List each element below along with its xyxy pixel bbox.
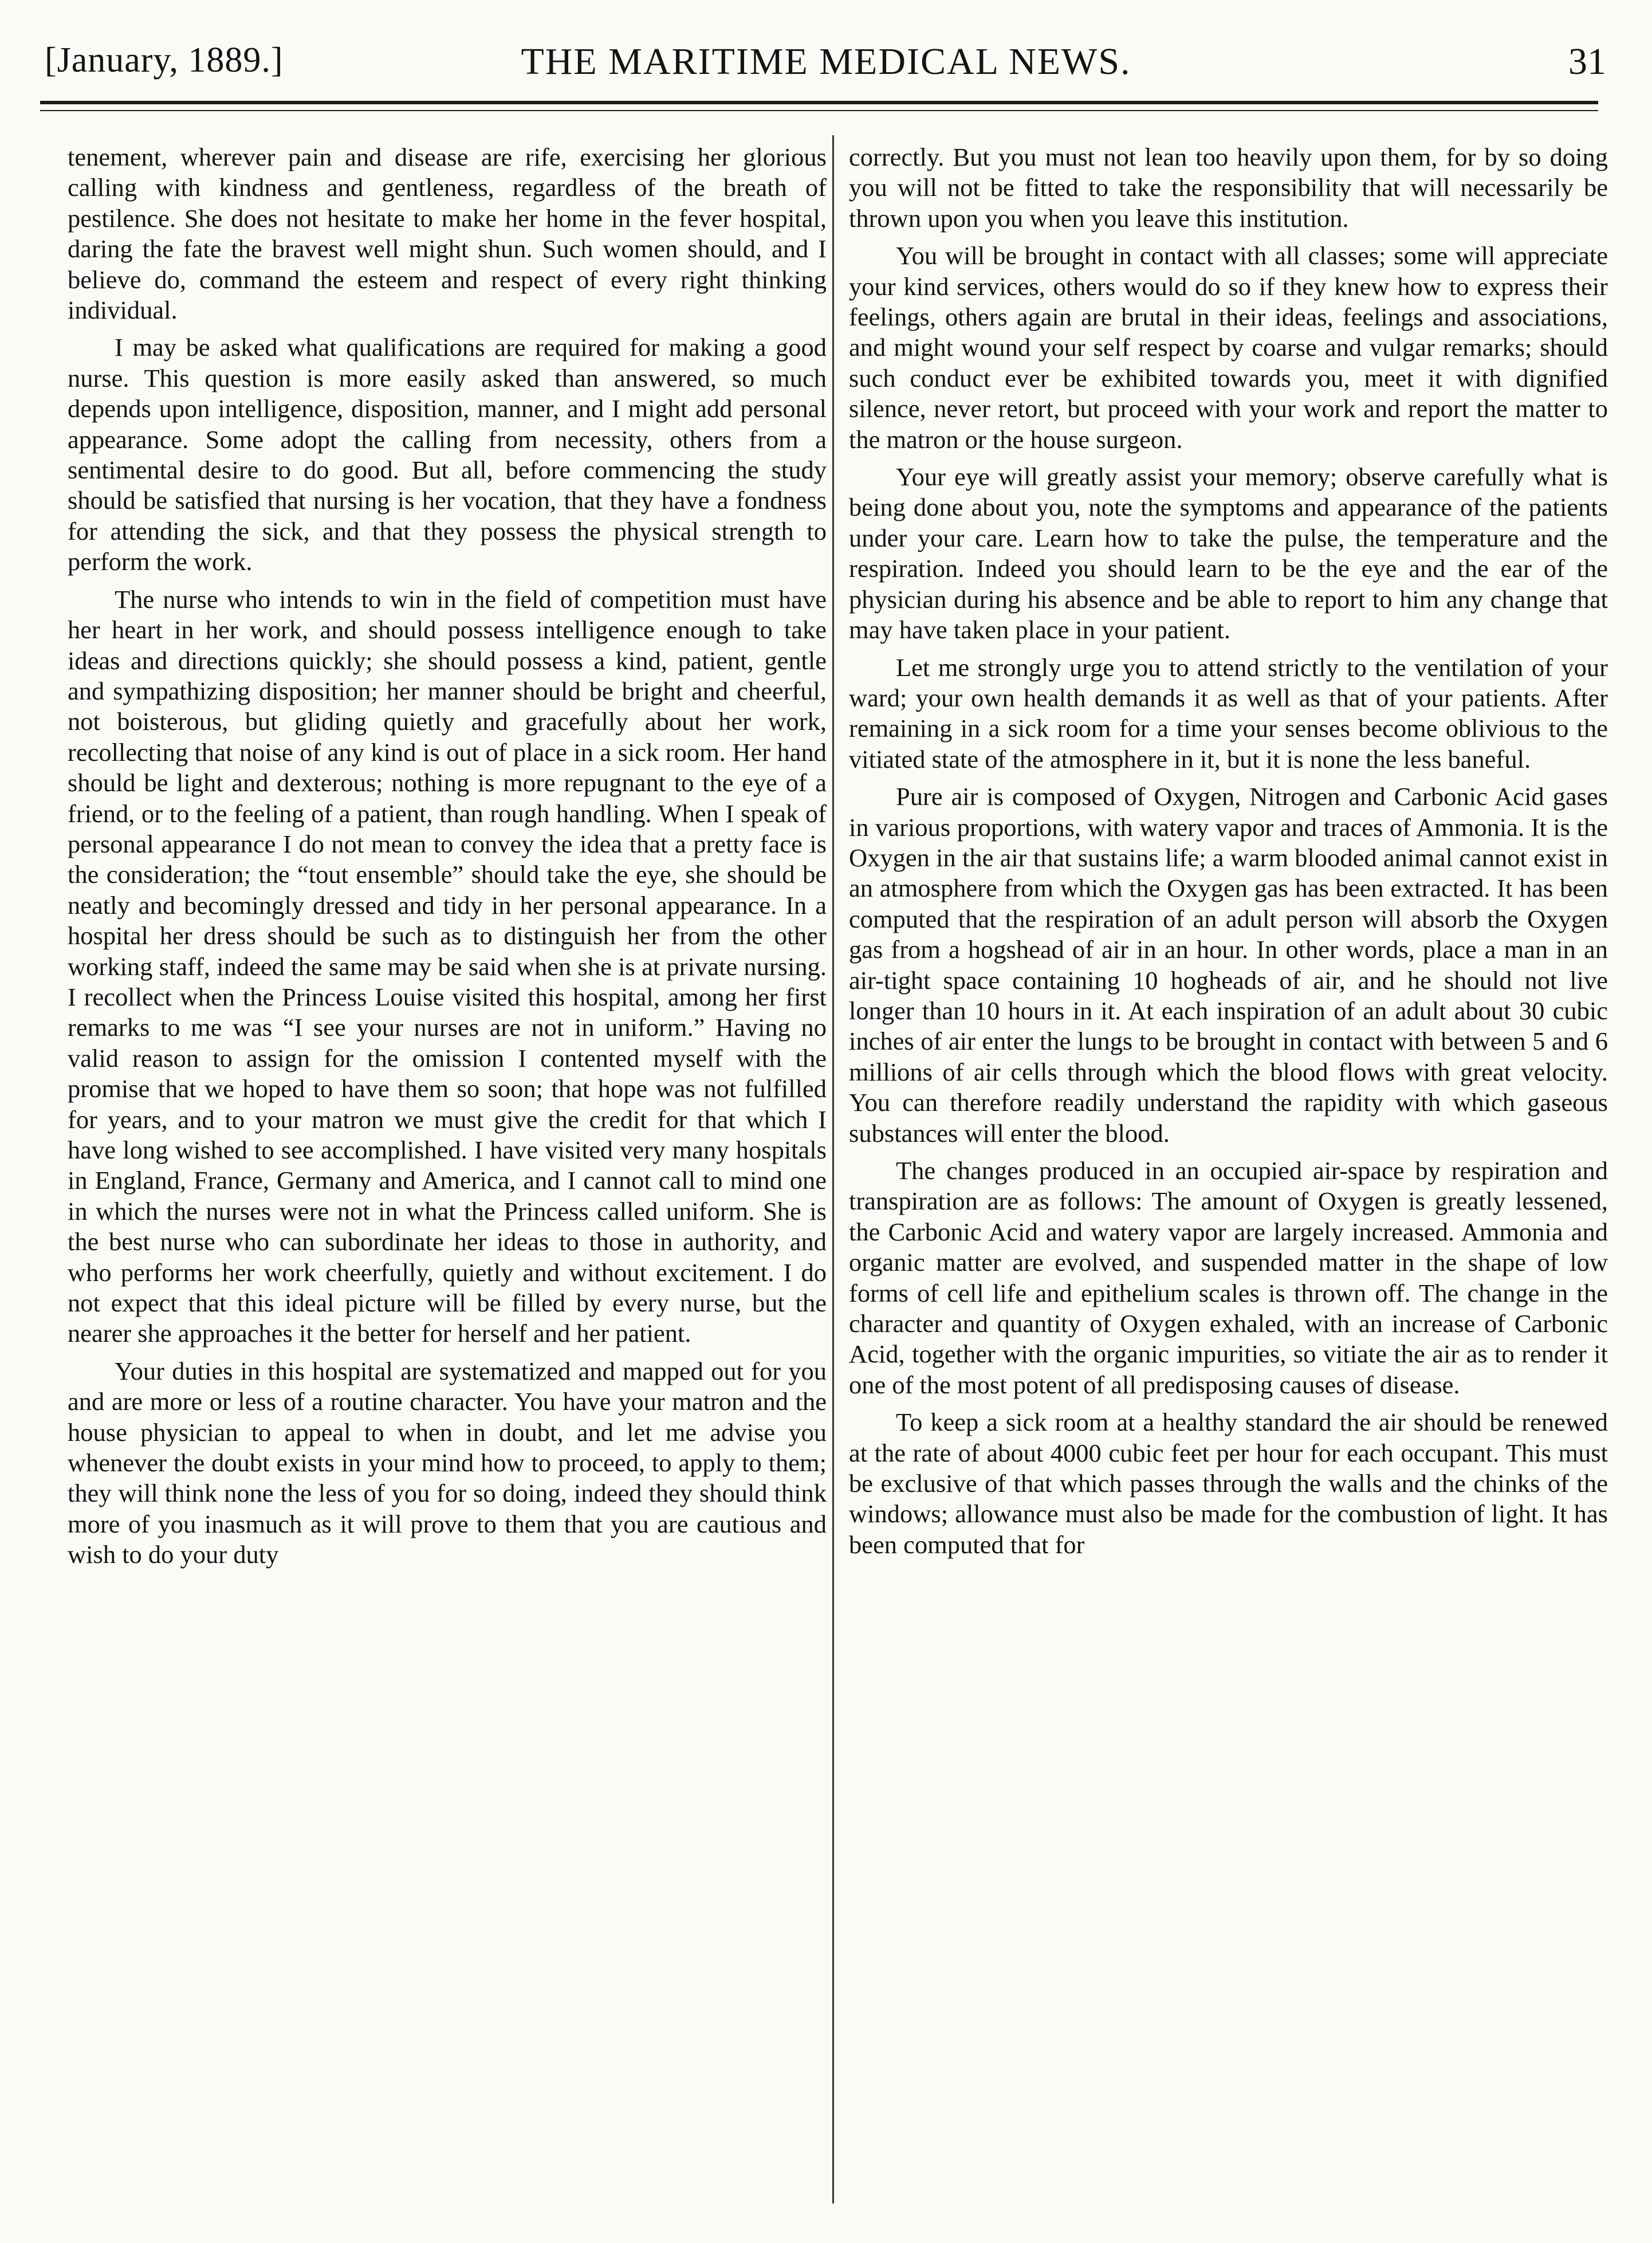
paragraph: Your duties in this hospital are systematized and mapped out for you and are more or less of a routine character. You have your matron and the house physician to appeal to when in doubt, and let me advise you whenever the doubt exists in your mind how to proceed, to apply to them; they will think none the less of you for so doing, indeed they should think more of you inasmuch as it will prove to them that you are cautious and wish to do your duty: [68, 1356, 827, 1569]
issue-date: [January, 1889.]: [45, 41, 284, 80]
running-header: [0, 0, 1652, 117]
right-column: [849, 142, 1608, 1567]
paragraph: correctly. But you must not lean too heavily upon them, for by so doing you will not be fitted to take the responsibility that will necessarily be thrown upon you when you leave this institution.: [849, 143, 1608, 233]
journal-title: THE MARITIME MEDICAL NEWS.: [521, 41, 1131, 83]
column-divider: [832, 135, 834, 2203]
header-rule-thin: [40, 110, 1598, 111]
paragraph: Let me strongly urge you to attend strictly to the ventilation of your ward; your own health demands it as well as that of your patients. After remaining in a sick room for a time your senses become oblivious to the vitiated state of the atmosphere in it, but it is none the less baneful.: [849, 653, 1608, 773]
paragraph: Pure air is composed of Oxygen, Nitrogen and Carbonic Acid gases in various proportions, with watery vapor and traces of Ammonia. It is the Oxygen in the air that sustains life; a warm blooded animal cannot exist in an atmosphere from which the Oxygen gas has been extracted. It has been computed that the respiration of an adult person will absorb the Oxygen gas from a hogshead of air in an hour. In other words, place a man in an air-tight space containing 10 hogheads of air, and he should not live longer than 10 hours in it. At each inspiration of an adult about 30 cubic inches of air enter the lungs to be brought in contact with between 5 and 6 millions of air cells through which the blood flows with great velocity. You can therefore readily understand the rapidity with which gaseous substances will enter the blood.: [849, 782, 1608, 1148]
paragraph: You will be brought in contact with all classes; some will appreciate your kind services, others would do so if they knew how to express their feelings, others again are brutal in their ideas, feelings and associations, and might wound your self respect by coarse and vulgar remarks; should such conduct ever be exhibited towards you, meet it with dignified silence, never retort, but proceed with your work and report the matter to the matron or the house surgeon.: [849, 241, 1608, 454]
paragraph: The nurse who intends to win in the field of competition must have her heart in her work, and should possess intelligence enough to take ideas and directions quickly; she should possess a kind, patient, gentle and sympathizing disposition; her manner should be bright and cheerful, not boisterous, but gliding quietly and gracefully about her work, recollecting that noise of any kind is out of place in a sick room. Her hand should be light and dexterous; nothing is more repugnant to the eye of a friend, or to the feeling of a patient, than rough handling. When I speak of personal appearance I do not mean to convey the idea that a pretty face is the consideration; the “tout ensemble” should take the eye, she should be neatly and becomingly dressed and tidy in her personal appearance. In a hospital her dress should be such as to distinguish her from the other working staff, indeed the same may be said when she is at private nursing. I recollect when the Princess Louise visited this hospital, among her first remarks to me was “I see your nurses are not in uniform.” Having no valid reason to assign for the omission I contented myself with the promise that we hoped to have them so soon; that hope was not fulfilled for years, and to your matron we must give the credit for that which I have long wished to see accomplished. I have visited very many hospitals in England, France, Germany and America, and I cannot call to mind one in which the nurses were not in what the Princess called uniform. She is the best nurse who can subordinate her ideas to those in authority, and who performs her work cheerfully, quietly and without excitement. I do not expect that this ideal picture will be filled by every nurse, but the nearer she approaches it the better for herself and her patient.: [68, 584, 827, 1348]
page-number: 31: [1568, 41, 1606, 83]
paragraph: The changes produced in an occupied air-space by respiration and transpiration are as follows: The amount of Oxygen is greatly lessened, the Carbonic Acid and watery vapor are largely increased. Ammonia and organic matter are evolved, and suspended matter in the shape of low forms of cell life and epithelium scales is thrown off. The change in the character and quantity of Oxygen exhaled, with an increase of Carbonic Acid, together with the organic impurities, so vitiate the air as to render it one of the most potent of all predisposing causes of disease.: [849, 1156, 1608, 1399]
paragraph: tenement, wherever pain and disease are rife, exercising her glorious calling with kindness and gentleness, regardless of the breath of pestilence. She does not hesitate to make her home in the fever hospital, daring the fate the bravest well might shun. Such women should, and I believe do, command the esteem and respect of every right thinking individual.: [68, 143, 827, 325]
left-column: [68, 142, 827, 1577]
paragraph: Your eye will greatly assist your memory; observe carefully what is being done about you, note the symptoms and appearance of the patients under your care. Learn how to take the pulse, the temperature and the respiration. Indeed you should learn to be the eye and the ear of the physician during his absence and be able to report to him any change that may have taken place in your patient.: [849, 462, 1608, 645]
paragraph: I may be asked what qualifications are required for making a good nurse. This question is more easily asked than answered, so much depends upon intelligence, disposition, manner, and I might add personal appearance. Some adopt the calling from necessity, others from a sentimental desire to do good. But all, before commencing the study should be satisfied that nursing is her vocation, that they have a fondness for attending the sick, and that they possess the physical strength to perform the work.: [68, 333, 827, 576]
header-rule-thick: [40, 101, 1598, 104]
paragraph: To keep a sick room at a healthy standard the air should be renewed at the rate of about 4000 cubic feet per hour for each occupant. This must be exclusive of that which passes through the walls and the chinks of the windows; allowance must also be made for the combustion of light. It has been computed that for: [849, 1408, 1608, 1559]
